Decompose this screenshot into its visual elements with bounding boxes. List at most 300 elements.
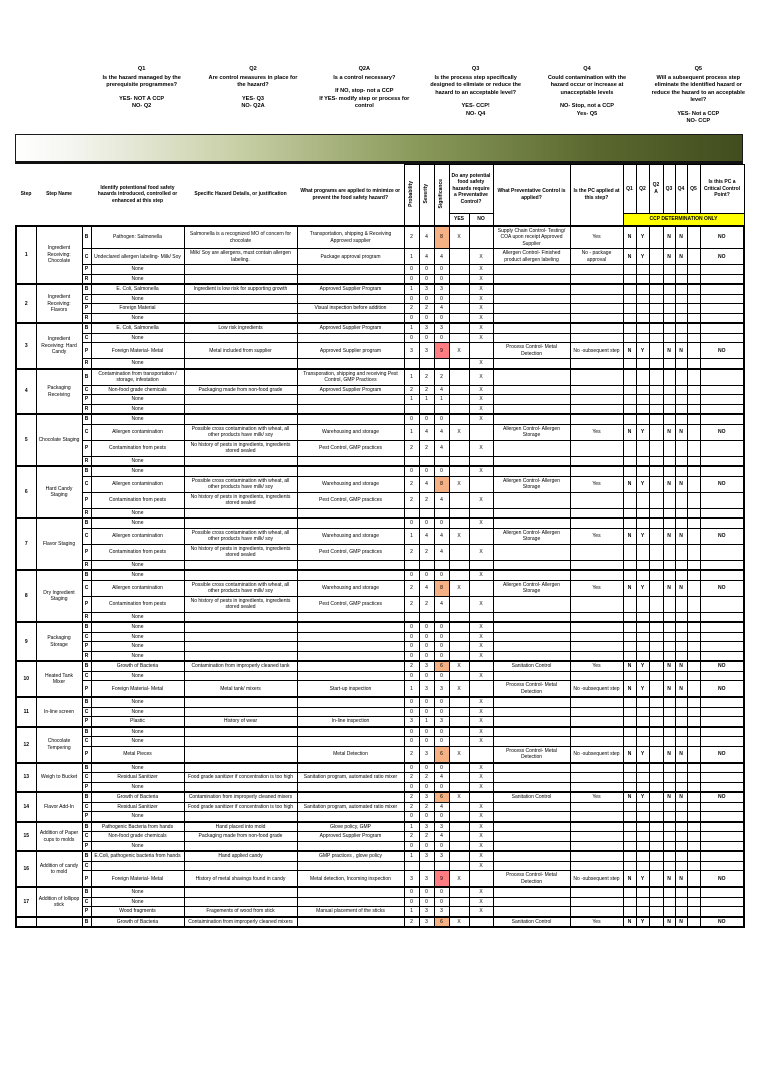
probability-cell: 0 — [404, 887, 419, 897]
ccp-answer-cell — [700, 707, 744, 717]
severity-cell: 3 — [419, 343, 434, 359]
ccp-answer-cell — [700, 492, 744, 508]
q2a-answer-cell — [649, 304, 663, 314]
hazard-row — [16, 832, 744, 842]
hazard-row — [16, 404, 744, 414]
probability-cell: 0 — [404, 265, 419, 275]
q2-answer-cell — [636, 284, 649, 294]
hazard-details-cell: Low risk ingredients — [184, 323, 297, 333]
hazard-details-cell — [184, 508, 297, 518]
q5-answer-cell — [687, 897, 700, 907]
probability-cell — [404, 612, 419, 622]
q1-answer-cell — [623, 802, 636, 812]
q1-answer-cell — [623, 466, 636, 476]
ccp-answer-cell — [700, 612, 744, 622]
q3-answer-cell — [663, 385, 675, 395]
significance-cell: 6 — [434, 661, 449, 671]
hazard-row — [16, 907, 744, 917]
q3-answer-cell: N — [663, 792, 675, 802]
severity-cell: 2 — [419, 385, 434, 395]
preventative-control-cell — [493, 466, 570, 476]
pc-required-yes-cell — [449, 887, 469, 897]
q5-answer-cell — [687, 727, 700, 737]
q1-answer-cell — [623, 622, 636, 632]
programs-cell — [297, 782, 404, 792]
ccp-answer-cell — [700, 737, 744, 747]
pc-applied-cell — [570, 832, 623, 842]
q5-answer-cell — [687, 802, 700, 812]
ccp-answer-cell: NO — [700, 792, 744, 802]
q2-answer-cell — [636, 385, 649, 395]
probability-cell: 1 — [404, 284, 419, 294]
step-name: Weigh to Bucket — [36, 763, 82, 793]
severity-cell: 1 — [419, 395, 434, 405]
step-name: Packaging Storage — [36, 622, 82, 661]
significance-cell — [434, 508, 449, 518]
hazard-details-cell: No history of pests in ingredients, ingredients stored sealed — [184, 596, 297, 612]
severity-cell: 0 — [419, 727, 434, 737]
probability-cell: 1 — [404, 323, 419, 333]
hazard-cell: None — [91, 274, 184, 284]
q1-answer-no: NO- Q2 — [132, 103, 152, 110]
q1-answer-yes: YES- NOT A CCP — [119, 95, 165, 102]
q4-answer-cell — [675, 707, 687, 717]
probability-cell: 2 — [404, 832, 419, 842]
ccp-answer-cell: NO — [700, 249, 744, 265]
q2a-answer-cell — [649, 622, 663, 632]
hazard-type-letter: P — [82, 717, 91, 727]
step-name: Addition of lollipop stick — [36, 887, 82, 917]
programs-cell: Start-up inspection — [297, 681, 404, 698]
q1-answer-cell — [623, 385, 636, 395]
programs-cell — [297, 861, 404, 871]
q1-label: Q1 — [137, 66, 146, 72]
q2a-answer-cell — [649, 294, 663, 304]
pc-required-yes-cell — [449, 294, 469, 304]
ccp-decision-tree-legend — [86, 66, 754, 126]
hazard-row — [16, 456, 744, 466]
programs-cell: Sanitation program, automated ratio mixer — [297, 773, 404, 783]
probability-cell: 1 — [404, 822, 419, 832]
significance-cell: 0 — [434, 812, 449, 822]
programs-cell — [297, 294, 404, 304]
programs-cell — [297, 632, 404, 642]
significance-cell: 4 — [434, 802, 449, 812]
q4-answer-cell — [675, 369, 687, 386]
significance-cell: 0 — [434, 414, 449, 424]
hazard-row — [16, 333, 744, 343]
q2-answer-cell: Y — [636, 871, 649, 888]
q3-answer-cell — [663, 274, 675, 284]
q2a-answer-cell — [649, 544, 663, 560]
hazard-row — [16, 570, 744, 580]
significance-cell: 3 — [434, 851, 449, 861]
q2-answer-cell — [636, 518, 649, 528]
hazard-details-cell — [184, 763, 297, 773]
ccp-answer-cell — [700, 727, 744, 737]
hazard-cell: Allergen contamination — [91, 580, 184, 596]
q5-answer-cell — [687, 385, 700, 395]
pc-required-no-cell — [469, 560, 493, 570]
hazard-type-letter: P — [82, 544, 91, 560]
pc-required-no-cell: X — [469, 841, 493, 851]
step-number: 9 — [16, 622, 36, 661]
significance-cell: 9 — [434, 871, 449, 888]
significance-cell: 4 — [434, 528, 449, 544]
probability-cell: 0 — [404, 707, 419, 717]
severity-cell: 4 — [419, 528, 434, 544]
ccp-answer-cell — [700, 456, 744, 466]
programs-cell: Pest Control, GMP practices — [297, 440, 404, 456]
significance-cell: 0 — [434, 265, 449, 275]
hazard-row — [16, 323, 744, 333]
hazard-cell: Residual Sanitizer — [91, 773, 184, 783]
probability-cell: 0 — [404, 274, 419, 284]
hazard-type-letter: C — [82, 476, 91, 492]
q2-answer-cell — [636, 404, 649, 414]
hazard-type-letter: B — [82, 226, 91, 249]
pc-required-yes-cell — [449, 782, 469, 792]
step-name: Ingredient Receiving: Flavors — [36, 284, 82, 323]
hazard-row — [16, 841, 744, 851]
q2-answers — [204, 96, 301, 111]
ccp-answer-cell — [700, 822, 744, 832]
preventative-control-cell: Process Control- Metal Detection — [493, 681, 570, 698]
pc-required-yes-cell — [449, 570, 469, 580]
ccp-answer-cell — [700, 907, 744, 917]
hazard-type-letter: C — [82, 249, 91, 265]
q2a-answer-cell — [649, 707, 663, 717]
hazard-details-cell: Milk/ Soy are allergens, must contain allergen labeling. — [184, 249, 297, 265]
probability-cell: 2 — [404, 492, 419, 508]
pc-required-no-cell — [469, 476, 493, 492]
ccp-answer-cell — [700, 897, 744, 907]
q1-answer-cell: N — [623, 792, 636, 802]
q3-answer-cell: N — [663, 661, 675, 671]
significance-cell: 0 — [434, 518, 449, 528]
significance-cell: 0 — [434, 737, 449, 747]
col-header-step: Step — [20, 191, 32, 198]
q2a-answer-cell — [649, 424, 663, 440]
preventative-control-cell — [493, 651, 570, 661]
q4-answer-cell — [675, 737, 687, 747]
preventative-control-cell — [493, 612, 570, 622]
hazard-cell: None — [91, 359, 184, 369]
ccp-answer-cell — [700, 369, 744, 386]
q2a-answer-cell — [649, 763, 663, 773]
severity-cell: 2 — [419, 832, 434, 842]
q5-answer-cell — [687, 404, 700, 414]
severity-cell: 0 — [419, 812, 434, 822]
significance-cell: 4 — [434, 832, 449, 842]
hazard-type-letter: C — [82, 832, 91, 842]
probability-cell: 0 — [404, 737, 419, 747]
severity-cell: 2 — [419, 544, 434, 560]
significance-cell: 0 — [434, 651, 449, 661]
q2a-answer-cell — [649, 476, 663, 492]
pc-required-yes-cell — [449, 333, 469, 343]
pc-applied-cell — [570, 395, 623, 405]
pc-required-no-cell: X — [469, 812, 493, 822]
probability-cell — [404, 359, 419, 369]
programs-cell — [297, 671, 404, 681]
q5-answer-cell — [687, 492, 700, 508]
q1-answer-cell — [623, 822, 636, 832]
hazard-row — [16, 782, 744, 792]
significance-cell — [434, 861, 449, 871]
q4-answer-yes: Yes- Q5 — [576, 110, 598, 117]
hazard-details-cell — [184, 265, 297, 275]
hazard-type-letter: C — [82, 773, 91, 783]
q3-answer-cell — [663, 304, 675, 314]
pc-required-yes-cell — [449, 812, 469, 822]
pc-required-no-cell: X — [469, 861, 493, 871]
probability-cell: 0 — [404, 333, 419, 343]
q5-answer-cell — [687, 622, 700, 632]
probability-cell: 2 — [404, 385, 419, 395]
q3-answer-cell: N — [663, 226, 675, 249]
programs-cell — [297, 897, 404, 907]
q2a-answer-cell — [649, 802, 663, 812]
probability-cell — [404, 456, 419, 466]
hazard-details-cell — [184, 456, 297, 466]
severity-cell: 0 — [419, 671, 434, 681]
pc-applied-cell — [570, 560, 623, 570]
programs-cell: Glove policy, GMP — [297, 822, 404, 832]
q4-answer-cell — [675, 612, 687, 622]
hazard-type-letter: B — [82, 661, 91, 671]
severity-cell: 0 — [419, 887, 434, 897]
severity-cell: 3 — [419, 792, 434, 802]
q5-answer-cell — [687, 476, 700, 492]
q2-answer-cell — [636, 651, 649, 661]
q1-legend — [86, 66, 197, 126]
q3-answer-cell — [663, 404, 675, 414]
pc-required-yes-cell — [449, 773, 469, 783]
ccp-answer-cell — [700, 560, 744, 570]
hazard-details-cell: Ingredient is low risk for supporting growth — [184, 284, 297, 294]
q1-answer-cell — [623, 313, 636, 323]
q2a-answer-cell — [649, 343, 663, 359]
q1-answer-cell — [623, 395, 636, 405]
pc-required-no-cell — [469, 871, 493, 888]
q3-answer-cell — [663, 697, 675, 707]
hazard-details-cell — [184, 359, 297, 369]
pc-required-no-cell: X — [469, 773, 493, 783]
pc-applied-cell: Yes — [570, 661, 623, 671]
step-name: Packaging Receiving — [36, 369, 82, 415]
severity-cell: 4 — [419, 580, 434, 596]
pc-required-yes-cell: X — [449, 746, 469, 763]
severity-cell: 2 — [419, 773, 434, 783]
hazard-row — [16, 414, 744, 424]
pc-required-no-cell: X — [469, 404, 493, 414]
hazard-details-cell — [184, 841, 297, 851]
q2a-text: Is a control necessary? — [333, 74, 396, 81]
pc-required-no-cell — [469, 612, 493, 622]
q4-answer-cell — [675, 907, 687, 917]
hazard-row — [16, 681, 744, 698]
q2a-answer-cell — [649, 717, 663, 727]
hazard-row — [16, 917, 744, 928]
hazard-cell: Undeclared allergen labeling- Milk/ Soy — [91, 249, 184, 265]
pc-required-no-cell: X — [469, 717, 493, 727]
severity-cell — [419, 359, 434, 369]
hazard-type-letter: R — [82, 456, 91, 466]
preventative-control-cell — [493, 802, 570, 812]
preventative-control-cell — [493, 841, 570, 851]
q5-answer-cell — [687, 560, 700, 570]
q4-answer-cell: N — [675, 661, 687, 671]
significance-cell: 0 — [434, 570, 449, 580]
q2-answer-cell: Y — [636, 249, 649, 265]
q2a-answer-cell — [649, 265, 663, 275]
severity-cell: 0 — [419, 265, 434, 275]
significance-cell: 4 — [434, 773, 449, 783]
pc-applied-cell — [570, 596, 623, 612]
pc-required-no-cell — [469, 661, 493, 671]
q2-answer-cell: Y — [636, 917, 649, 928]
q4-answer-cell — [675, 596, 687, 612]
pc-required-no-cell: X — [469, 333, 493, 343]
pc-applied-cell — [570, 737, 623, 747]
preventative-control-cell — [493, 737, 570, 747]
q3-answer-cell: N — [663, 871, 675, 888]
pc-applied-cell — [570, 404, 623, 414]
q1-answer-cell — [623, 651, 636, 661]
pc-applied-cell — [570, 861, 623, 871]
pc-required-no-cell: X — [469, 907, 493, 917]
q1-answer-cell — [623, 440, 636, 456]
hazard-type-letter: P — [82, 596, 91, 612]
pc-applied-cell — [570, 284, 623, 294]
pc-required-yes-cell: X — [449, 792, 469, 802]
pc-required-no-cell: X — [469, 822, 493, 832]
q4-answer-cell — [675, 492, 687, 508]
q5-answer-cell — [687, 304, 700, 314]
pc-required-no-cell — [469, 528, 493, 544]
hazard-details-cell: Salmonella is a recognized MO of concern for chocolate — [184, 226, 297, 249]
pc-required-no-cell — [469, 424, 493, 440]
q2a-answer-cell — [649, 897, 663, 907]
q2-answer-cell — [636, 763, 649, 773]
pc-applied-cell — [570, 508, 623, 518]
q2a-answer-cell — [649, 369, 663, 386]
pc-required-yes-cell — [449, 274, 469, 284]
hazard-row — [16, 395, 744, 405]
q4-answer-cell — [675, 414, 687, 424]
q5-answer-cell — [687, 313, 700, 323]
significance-cell: 0 — [434, 294, 449, 304]
ccp-answer-cell — [700, 274, 744, 284]
q1-answer-cell — [623, 812, 636, 822]
q2-answer-cell — [636, 632, 649, 642]
pc-required-yes-cell — [449, 851, 469, 861]
hazard-type-letter: P — [82, 841, 91, 851]
q2a-answer-cell — [649, 570, 663, 580]
preventative-control-cell — [493, 782, 570, 792]
hazard-row — [16, 671, 744, 681]
hazard-row — [16, 304, 744, 314]
pc-required-no-cell: X — [469, 359, 493, 369]
q2a-answer-cell — [649, 861, 663, 871]
pc-required-yes-cell: X — [449, 661, 469, 671]
hazard-row — [16, 440, 744, 456]
hazard-row — [16, 424, 744, 440]
q3-answer-cell — [663, 508, 675, 518]
q5-answer-cell — [687, 343, 700, 359]
probability-cell: 0 — [404, 294, 419, 304]
col-header-q5: Q5 — [687, 164, 700, 213]
q1-answer-cell — [623, 642, 636, 652]
preventative-control-cell — [493, 727, 570, 737]
hazard-type-letter: P — [82, 642, 91, 652]
pc-required-no-cell: X — [469, 727, 493, 737]
probability-cell: 0 — [404, 897, 419, 907]
q5-answer-cell — [687, 395, 700, 405]
hazard-cell: None — [91, 642, 184, 652]
step-number: 17 — [16, 887, 36, 917]
pc-required-no-cell: X — [469, 622, 493, 632]
hazard-type-letter: R — [82, 560, 91, 570]
programs-cell: Warehousing and storage — [297, 580, 404, 596]
ccp-answer-cell — [700, 414, 744, 424]
ccp-answer-cell — [700, 508, 744, 518]
significance-cell: 4 — [434, 596, 449, 612]
q2-answer-cell — [636, 466, 649, 476]
q4-answer-cell — [675, 294, 687, 304]
hazard-cell: None — [91, 841, 184, 851]
q2-answer-cell: Y — [636, 226, 649, 249]
step-name: Ingredient Receiving: Hard Candy — [36, 323, 82, 369]
q5-answer-cell — [687, 440, 700, 456]
preventative-control-cell — [493, 851, 570, 861]
q1-answer-cell: N — [623, 424, 636, 440]
q3-answer-cell: N — [663, 424, 675, 440]
pc-applied-cell — [570, 544, 623, 560]
hazard-type-letter: B — [82, 414, 91, 424]
hazard-row — [16, 466, 744, 476]
pc-applied-cell: Yes — [570, 580, 623, 596]
significance-cell — [434, 359, 449, 369]
pc-applied-cell — [570, 707, 623, 717]
ccp-answer-cell — [700, 333, 744, 343]
hazard-row — [16, 661, 744, 671]
ccp-answer-cell — [700, 832, 744, 842]
pc-required-no-cell: X — [469, 284, 493, 294]
preventative-control-cell — [493, 570, 570, 580]
q1-answer-cell — [623, 570, 636, 580]
hazard-details-cell: Metal tank/ mixers — [184, 681, 297, 698]
hazard-details-cell: Food grade sanitizer if concentration is too high — [184, 802, 297, 812]
q4-answer-cell — [675, 359, 687, 369]
hazard-type-letter: B — [82, 917, 91, 928]
q3-answer-cell — [663, 359, 675, 369]
ccp-answer-cell — [700, 763, 744, 773]
q2-answer-cell — [636, 313, 649, 323]
q2a-answer-cell — [649, 661, 663, 671]
significance-cell: 0 — [434, 274, 449, 284]
q5-answer-cell — [687, 369, 700, 386]
severity-cell: 3 — [419, 917, 434, 928]
severity-cell: 0 — [419, 622, 434, 632]
pc-required-yes-cell — [449, 707, 469, 717]
hazard-type-letter: B — [82, 622, 91, 632]
pc-required-yes-cell — [449, 492, 469, 508]
severity-cell — [419, 861, 434, 871]
pc-required-yes-cell — [449, 612, 469, 622]
hazard-cell: None — [91, 294, 184, 304]
